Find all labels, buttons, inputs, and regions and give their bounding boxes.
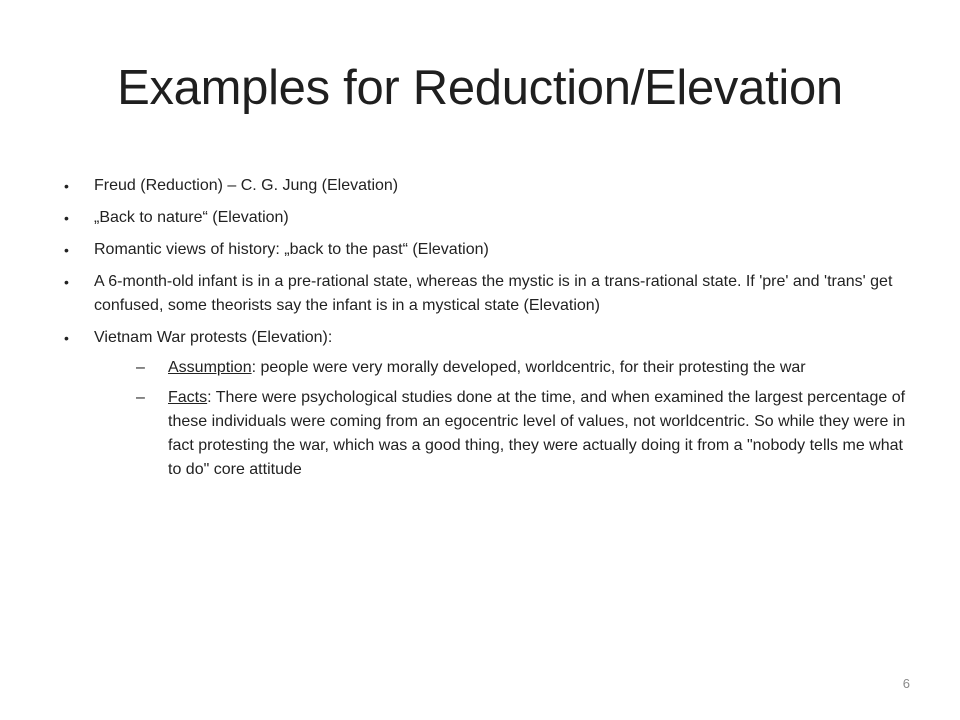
bullet-icon: • xyxy=(64,274,69,290)
sub-item-assumption xyxy=(124,356,910,380)
list-item-vietnam xyxy=(64,326,910,482)
sub-item-term: Assumption xyxy=(168,359,252,376)
sub-item-text: : people were very morally developed, worldcentric, for their protesting the war xyxy=(251,359,806,376)
list-item-pre-trans xyxy=(64,270,910,318)
bullet-icon: • xyxy=(64,210,69,226)
list-item-text: A 6-month-old infant is in a pre-rational state, whereas the mystic is in a trans-rational state. If 'pre' and 'trans' get confused, some theorists say the infant is in a mystical state (Elevation) xyxy=(94,273,893,314)
sub-item-facts xyxy=(124,386,910,482)
slide-title: Examples for Reduction/Elevation xyxy=(117,61,843,115)
list-item-text: Freud (Reduction) – C. G. Jung (Elevation) xyxy=(94,177,399,194)
bullet-icon: • xyxy=(64,178,69,194)
list-item-text: Vietnam War protests (Elevation): xyxy=(94,329,333,346)
list-item-freud-jung xyxy=(64,174,910,198)
dash-icon: – xyxy=(136,359,145,376)
bullet-icon: • xyxy=(64,330,69,346)
list-item-text: „Back to nature“ (Elevation) xyxy=(94,209,289,226)
dash-icon: – xyxy=(136,389,145,406)
list-item-text: Romantic views of history: „back to the past“ (Elevation) xyxy=(94,241,489,258)
sub-item-text: : There were psychological studies done at the time, and when examined the largest percentage of these individuals were coming from an egocentric level of values, not worldcentric. So while they were in fact protesting the war, which was a good thing, they were actually doing it from a "nobody tells me what to do" core attitude xyxy=(168,389,906,478)
list-item-romantic-views xyxy=(64,238,910,262)
page-number: 6 xyxy=(902,676,910,691)
sub-bullet-list xyxy=(94,356,910,482)
bullet-list xyxy=(64,174,910,482)
sub-item-term: Facts xyxy=(168,389,208,406)
bullet-icon: • xyxy=(64,242,69,258)
list-item-back-to-nature xyxy=(64,206,910,230)
slide-content xyxy=(64,174,910,490)
